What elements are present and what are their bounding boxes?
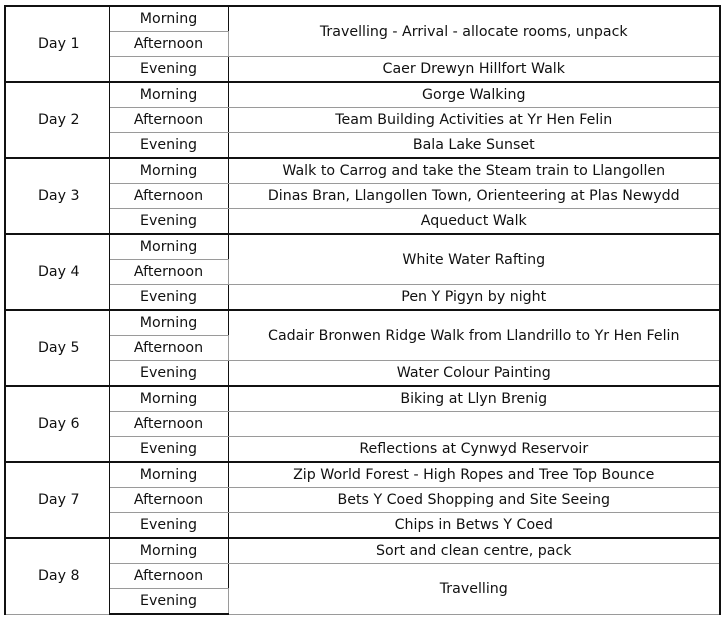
slot-label: Morning [109,158,228,184]
activity-cell: Cadair Bronwen Ridge Walk from Llandrillo to Yr Hen Felin [228,310,720,361]
activity-cell [228,412,720,437]
day-label: Day 5 [5,310,109,386]
day-label: Day 3 [5,158,109,234]
table-row [5,133,720,159]
activity-cell: Walk to Carrog and take the Steam train to Llangollen [228,158,720,184]
schedule-body [5,6,720,614]
activity-cell: Caer Drewyn Hillfort Walk [228,57,720,83]
slot-label: Afternoon [109,260,228,285]
day-label: Day 7 [5,462,109,538]
slot-label: Afternoon [109,488,228,513]
table-row [5,6,720,32]
day-label: Day 6 [5,386,109,462]
slot-label: Morning [109,538,228,564]
table-row [5,209,720,235]
slot-label: Morning [109,82,228,108]
activity-cell: Aqueduct Walk [228,209,720,235]
table-row [5,285,720,311]
activity-cell: Chips in Betws Y Coed [228,513,720,539]
slot-label: Evening [109,209,228,235]
slot-label: Afternoon [109,564,228,589]
table-row [5,82,720,108]
activity-cell: Bala Lake Sunset [228,133,720,159]
slot-label: Evening [109,133,228,159]
table-row [5,437,720,463]
table-row [5,184,720,209]
slot-label: Morning [109,6,228,32]
activity-cell: Water Colour Painting [228,361,720,387]
slot-label: Afternoon [109,336,228,361]
activity-cell: White Water Rafting [228,234,720,285]
table-row [5,108,720,133]
table-row [5,564,720,589]
table-row [5,386,720,412]
schedule-table [4,5,721,615]
activity-cell: Sort and clean centre, pack [228,538,720,564]
table-row [5,234,720,260]
slot-label: Evening [109,361,228,387]
table-row [5,310,720,336]
slot-label: Evening [109,285,228,311]
slot-label: Evening [109,589,228,615]
slot-label: Afternoon [109,412,228,437]
activity-cell: Zip World Forest - High Ropes and Tree Top Bounce [228,462,720,488]
table-row [5,462,720,488]
day-label: Day 8 [5,538,109,614]
slot-label: Morning [109,462,228,488]
day-label: Day 1 [5,6,109,82]
activity-cell: Gorge Walking [228,82,720,108]
table-row [5,412,720,437]
activity-cell: Team Building Activities at Yr Hen Felin [228,108,720,133]
slot-label: Evening [109,437,228,463]
slot-label: Afternoon [109,184,228,209]
slot-label: Morning [109,310,228,336]
slot-label: Evening [109,513,228,539]
table-row [5,488,720,513]
activity-cell: Dinas Bran, Llangollen Town, Orienteering at Plas Newydd [228,184,720,209]
table-row [5,158,720,184]
slot-label: Morning [109,386,228,412]
activity-cell: Reflections at Cynwyd Reservoir [228,437,720,463]
activity-cell: Pen Y Pigyn by night [228,285,720,311]
table-row [5,538,720,564]
table-row [5,57,720,83]
day-label: Day 2 [5,82,109,158]
activity-cell: Travelling [228,564,720,615]
slot-label: Evening [109,57,228,83]
slot-label: Afternoon [109,32,228,57]
table-row [5,361,720,387]
slot-label: Afternoon [109,108,228,133]
day-label: Day 4 [5,234,109,310]
activity-cell: Travelling - Arrival - allocate rooms, unpack [228,6,720,57]
activity-cell: Bets Y Coed Shopping and Site Seeing [228,488,720,513]
table-row [5,513,720,539]
activity-cell: Biking at Llyn Brenig [228,386,720,412]
slot-label: Morning [109,234,228,260]
